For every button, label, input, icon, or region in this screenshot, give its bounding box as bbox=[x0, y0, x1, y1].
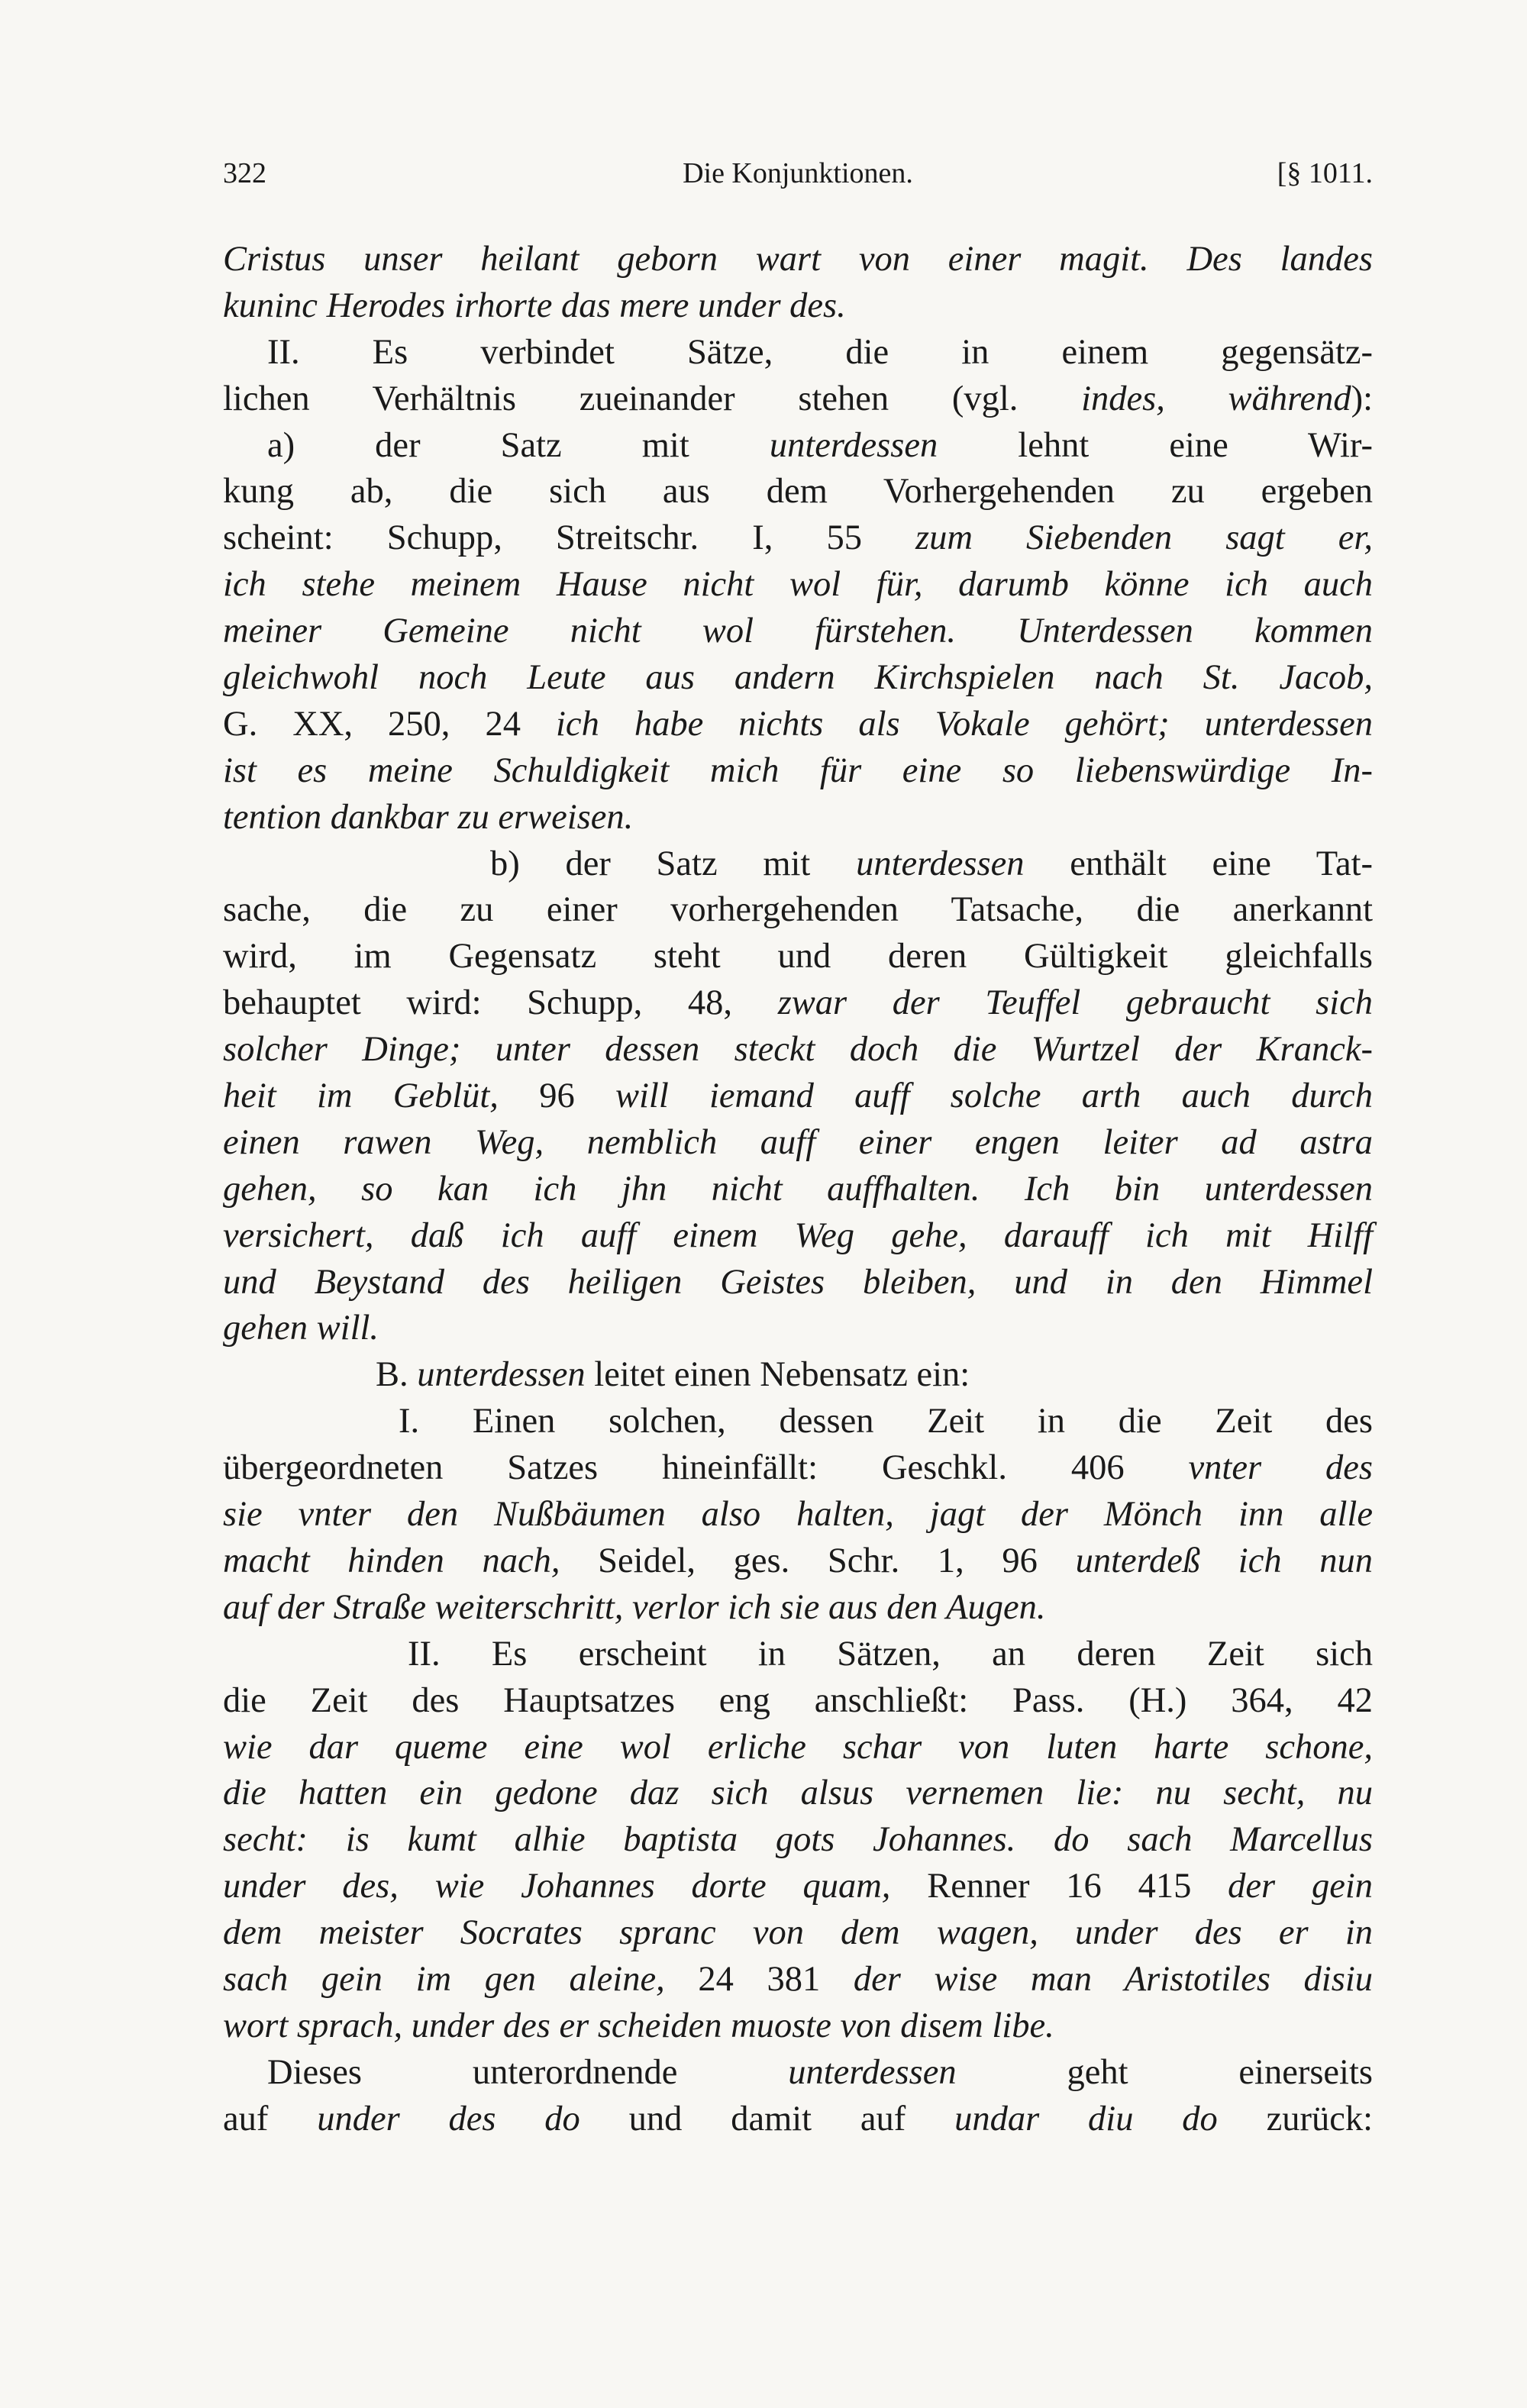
text-segment: 96 bbox=[498, 1076, 615, 1116]
body-text bbox=[223, 237, 1373, 2143]
text-line bbox=[223, 1910, 1373, 1957]
italic-text-segment: macht hinden nach, bbox=[223, 1541, 560, 1580]
text-line bbox=[223, 1213, 1373, 1260]
text-segment: scheint: Schupp, Streitschr. I, 55 bbox=[223, 518, 916, 558]
text-segment: G. XX, 250, 24 bbox=[223, 704, 557, 744]
text-segment: a) der Satz mit bbox=[267, 425, 770, 465]
italic-text-segment: meiner Gemeine nicht wol fürstehen. Unterdessen kommen bbox=[223, 612, 1373, 651]
italic-text-segment: heit im Geblüt, bbox=[223, 1076, 499, 1116]
text-line bbox=[223, 1957, 1373, 2003]
text-line bbox=[223, 1260, 1373, 1306]
text-segment: b) der Satz mit bbox=[490, 844, 857, 883]
text-line bbox=[223, 515, 1373, 562]
italic-text-segment: auf der Straße weiterschritt, verlor ich sie aus den Augen. bbox=[223, 1587, 1046, 1627]
italic-text-segment: under des, wie Johannes dorte quam, bbox=[223, 1867, 891, 1906]
text-line bbox=[223, 562, 1373, 608]
section-reference: [§ 1011. bbox=[1277, 157, 1373, 189]
text-line bbox=[223, 1306, 1373, 1352]
italic-text-segment: zwar der Teuffel gebraucht sich bbox=[777, 983, 1373, 1023]
italic-text-segment: ich habe nichts als Vokale gehört; unterdessen bbox=[556, 704, 1373, 744]
italic-text-segment: wort sprach, under des er scheiden muoste von disem libe. bbox=[223, 2006, 1054, 2045]
italic-text-segment: zum Siebenden sagt er, bbox=[915, 518, 1373, 558]
page-number: 322 bbox=[223, 157, 266, 189]
text-segment: leitet einen Nebensatz ein: bbox=[585, 1355, 970, 1395]
text-segment: kung ab, die sich aus dem Vorhergehenden zu ergeben bbox=[223, 472, 1373, 512]
text-line bbox=[223, 2097, 1373, 2143]
italic-text-segment: dem meister Socrates spranc von dem wagen, under des er in bbox=[223, 1913, 1373, 1953]
text-line bbox=[223, 608, 1373, 655]
text-segment: B. bbox=[376, 1355, 418, 1395]
text-segment: Renner 16 415 bbox=[890, 1867, 1228, 1906]
text-line bbox=[223, 1585, 1373, 1632]
italic-text-segment: gleichwohl noch Leute aus andern Kirchspielen nach St. Jacob, bbox=[223, 658, 1373, 698]
italic-text-segment: unterdessen bbox=[769, 425, 938, 465]
text-line bbox=[223, 237, 1373, 283]
italic-text-segment: unterdessen bbox=[788, 2052, 957, 2092]
italic-text-segment: unterdessen bbox=[856, 844, 1025, 883]
text-segment: und damit auf bbox=[579, 2099, 955, 2138]
text-segment: II. Es verbindet Sätze, die in einem gegensätz- bbox=[267, 332, 1373, 372]
text-segment: Dieses unterordnende bbox=[267, 2052, 789, 2092]
italic-text-segment: indes, während bbox=[1081, 379, 1351, 418]
text-line bbox=[223, 1027, 1373, 1073]
italic-text-segment: die hatten ein gedone daz sich alsus vernemen lie: nu secht, nu bbox=[223, 1774, 1373, 1813]
text-segment: zurück: bbox=[1217, 2099, 1374, 2138]
text-line bbox=[223, 1120, 1373, 1167]
italic-text-segment: der gein bbox=[1228, 1867, 1374, 1906]
running-header bbox=[223, 157, 1373, 202]
italic-text-segment: sie vnter den Nußbäumen also halten, jagt der Mönch inn alle bbox=[223, 1495, 1373, 1535]
text-line bbox=[223, 1167, 1373, 1213]
italic-text-segment: einen rawen Weg, nemblich auff einer engen leiter ad astra bbox=[223, 1122, 1373, 1162]
text-line bbox=[223, 1492, 1373, 1538]
text-segment: behauptet wird: Schupp, 48, bbox=[223, 983, 778, 1023]
text-line bbox=[223, 2003, 1373, 2050]
text-line bbox=[223, 795, 1373, 841]
text-line bbox=[223, 1864, 1373, 1910]
text-segment: II. Es erscheint in Sätzen, an deren Zeit sich bbox=[408, 1634, 1373, 1674]
text-line bbox=[223, 934, 1373, 980]
italic-text-segment: ist es meine Schuldigkeit mich für eine so liebenswürdige In- bbox=[223, 750, 1373, 790]
italic-text-segment: wie dar queme eine wol erliche schar von luten harte schone, bbox=[223, 1727, 1373, 1767]
italic-text-segment: sach gein im gen aleine, bbox=[223, 1959, 665, 1999]
text-segment: die Zeit des Hauptsatzes eng anschließt: Pass. (H.) 364, 42 bbox=[223, 1680, 1373, 1720]
text-line bbox=[223, 887, 1373, 934]
italic-text-segment: solcher Dinge; unter dessen steckt doch die Wurtzel der Kranck- bbox=[223, 1030, 1373, 1070]
text-line bbox=[223, 1817, 1373, 1864]
italic-text-segment: unterdessen bbox=[417, 1355, 586, 1395]
text-line bbox=[223, 1352, 1373, 1399]
italic-text-segment: kuninc Herodes irhorte das mere under des. bbox=[223, 286, 846, 325]
text-line bbox=[223, 2050, 1373, 2097]
text-segment: sache, die zu einer vorhergehenden Tatsache, die anerkannt bbox=[223, 890, 1373, 930]
italic-text-segment: unterdeß ich nun bbox=[1075, 1541, 1373, 1580]
text-segment: lehnt eine Wir- bbox=[938, 425, 1373, 465]
italic-text-segment: gehen, so kan ich jhn nicht auffhalten. Ich bin unterdessen bbox=[223, 1169, 1373, 1209]
running-title: Die Konjunktionen. bbox=[683, 157, 913, 189]
italic-text-segment: der wise man Aristotiles disiu bbox=[853, 1959, 1373, 1999]
italic-text-segment: und Beystand des heiligen Geistes bleiben, und in den Himmel bbox=[223, 1262, 1373, 1302]
text-segment: auf bbox=[223, 2099, 318, 2138]
italic-text-segment: gehen will. bbox=[223, 1309, 379, 1348]
italic-text-segment: Cristus unser heilant geborn wart von einer magit. Des landes bbox=[223, 240, 1373, 279]
italic-text-segment: under des do bbox=[317, 2099, 580, 2138]
text-segment: wird, im Gegensatz steht und deren Gültigkeit gleichfalls bbox=[223, 937, 1373, 976]
italic-text-segment: tention dankbar zu erweisen. bbox=[223, 797, 634, 837]
text-line bbox=[223, 655, 1373, 702]
italic-text-segment: secht: is kumt alhie baptista gots Johannes. do sach Marcellus bbox=[223, 1820, 1373, 1860]
text-segment: geht einerseits bbox=[956, 2052, 1373, 2092]
italic-text-segment: undar diu do bbox=[954, 2099, 1218, 2138]
text-line bbox=[223, 1678, 1373, 1725]
text-line bbox=[223, 1770, 1373, 1817]
text-line bbox=[223, 330, 1373, 376]
text-segment: übergeordneten Satzes hineinfällt: Geschkl. 406 bbox=[223, 1448, 1189, 1488]
text-line bbox=[223, 1399, 1373, 1445]
italic-text-segment: versichert, daß ich auff einem Weg gehe, darauff ich mit Hilff bbox=[223, 1215, 1373, 1255]
italic-text-segment: will iemand auff solche arth auch durch bbox=[615, 1076, 1373, 1116]
text-line bbox=[223, 376, 1373, 423]
italic-text-segment: ich stehe meinem Hause nicht wol für, darumb könne ich auch bbox=[223, 565, 1373, 605]
text-line bbox=[223, 1073, 1373, 1120]
text-line bbox=[223, 469, 1373, 515]
text-line bbox=[223, 702, 1373, 748]
text-line bbox=[223, 283, 1373, 330]
text-segment: lichen Verhältnis zueinander stehen (vgl. bbox=[223, 379, 1082, 418]
text-segment: enthält eine Tat- bbox=[1024, 844, 1373, 883]
text-segment: Seidel, ges. Schr. 1, 96 bbox=[560, 1541, 1076, 1580]
text-line bbox=[223, 1445, 1373, 1492]
italic-text-segment: vnter des bbox=[1188, 1448, 1373, 1488]
text-line bbox=[223, 841, 1373, 888]
text-segment: ): bbox=[1351, 379, 1373, 418]
text-line bbox=[223, 1538, 1373, 1585]
text-segment: I. Einen solchen, dessen Zeit in die Zeit des bbox=[399, 1402, 1373, 1441]
text-line bbox=[223, 1632, 1373, 1678]
text-line bbox=[223, 1725, 1373, 1771]
text-segment: 24 381 bbox=[664, 1959, 854, 1999]
text-line bbox=[223, 748, 1373, 795]
text-line bbox=[223, 423, 1373, 470]
text-line bbox=[223, 980, 1373, 1027]
